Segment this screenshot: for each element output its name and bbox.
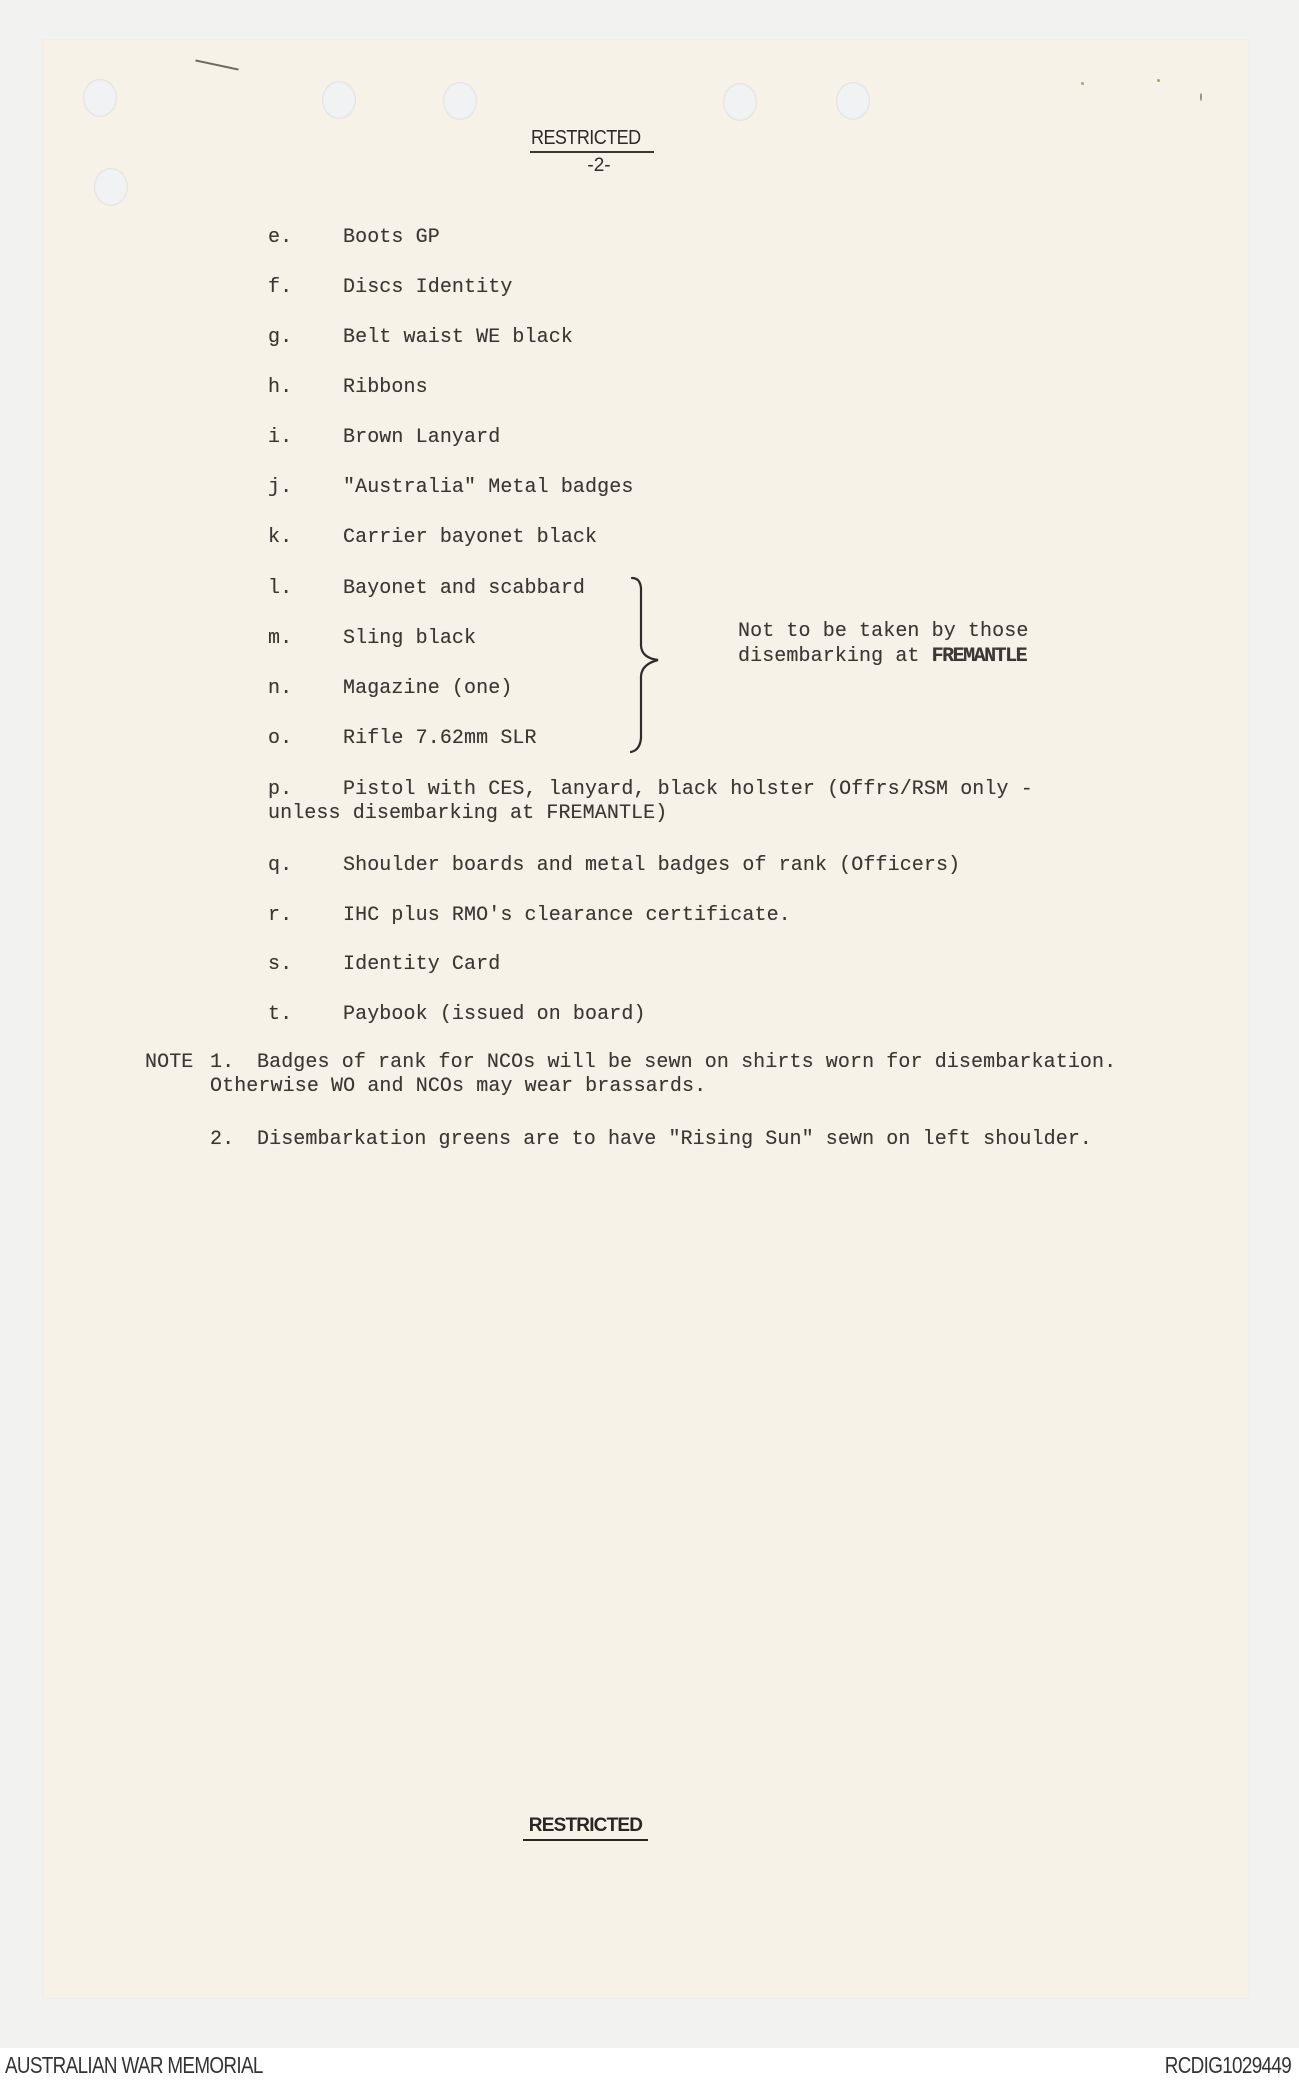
note-text: Disembarkation greens are to have "Rising Sun" sewn on left shoulder. [257, 1128, 1093, 1151]
item-text: Brown Lanyard [343, 426, 501, 449]
stain-speck [1081, 82, 1084, 85]
item-label: m. [268, 627, 293, 650]
punch-hole [443, 82, 477, 120]
item-label: j. [268, 476, 293, 499]
item-text: Carrier bayonet black [343, 526, 598, 549]
page-number: -2- [587, 155, 611, 176]
item-label: i. [268, 426, 293, 449]
item-text: Sling black [343, 627, 477, 650]
bracket-note-line1: Not to be taken by those [738, 620, 1029, 643]
footer-classification: RESTRICTED [528, 1815, 643, 1836]
item-label: f. [268, 276, 293, 299]
item-label: r. [268, 904, 293, 927]
item-label: h. [268, 376, 293, 399]
item-text-continuation: unless disembarking at FREMANTLE) [268, 802, 668, 825]
note-number: 2. [210, 1128, 235, 1151]
item-label: p. [268, 778, 293, 801]
note-text: Badges of rank for NCOs will be sewn on shirts worn for disembarkation. [257, 1051, 1117, 1074]
record-id: RCDIG1029449 [1164, 2052, 1291, 2078]
notes-heading: NOTE [145, 1051, 194, 1074]
item-label: o. [268, 727, 293, 750]
item-label: e. [268, 226, 293, 249]
item-text: Magazine (one) [343, 677, 513, 700]
item-label: l. [268, 577, 293, 600]
right-brace-icon [630, 576, 664, 754]
item-text: Boots GP [343, 226, 440, 249]
document-page [43, 40, 1249, 1998]
item-text: "Australia" Metal badges [343, 476, 634, 499]
item-text: Bayonet and scabbard [343, 577, 586, 600]
punch-hole [836, 82, 870, 120]
item-label: t. [268, 1003, 293, 1026]
header-classification: RESTRICTED [530, 127, 641, 149]
punch-hole [94, 168, 128, 206]
bracket-note-place: FREMANTLE [931, 645, 1027, 668]
stain-speck [1200, 93, 1202, 101]
item-text: Pistol with CES, lanyard, black holster (Offrs/RSM only - [343, 778, 1033, 801]
item-label: n. [268, 677, 293, 700]
item-label: g. [268, 326, 293, 349]
institution-credit: AUSTRALIAN WAR MEMORIAL [5, 2052, 263, 2078]
item-text: Rifle 7.62mm SLR [343, 727, 537, 750]
footer-underline [523, 1839, 648, 1841]
header-underline [530, 151, 654, 153]
bracket-note-line2 [738, 645, 1026, 669]
bracket-note-line2-prefix: disembarking at [738, 645, 932, 668]
item-text: Shoulder boards and metal badges of rank (Officers) [343, 854, 961, 877]
item-label: q. [268, 854, 293, 877]
item-text: Ribbons [343, 376, 428, 399]
item-text: Discs Identity [343, 276, 513, 299]
punch-hole [83, 79, 117, 117]
punch-hole [723, 83, 757, 121]
item-label: s. [268, 953, 293, 976]
note-text-continuation: Otherwise WO and NCOs may wear brassards. [210, 1075, 707, 1098]
item-text: Paybook (issued on board) [343, 1003, 646, 1026]
item-text: IHC plus RMO's clearance certificate. [343, 904, 791, 927]
item-text: Belt waist WE black [343, 326, 573, 349]
punch-hole [322, 81, 356, 119]
stain-speck [1157, 79, 1160, 82]
item-text: Identity Card [343, 953, 501, 976]
item-label: k. [268, 526, 293, 549]
note-number: 1. [210, 1051, 235, 1074]
